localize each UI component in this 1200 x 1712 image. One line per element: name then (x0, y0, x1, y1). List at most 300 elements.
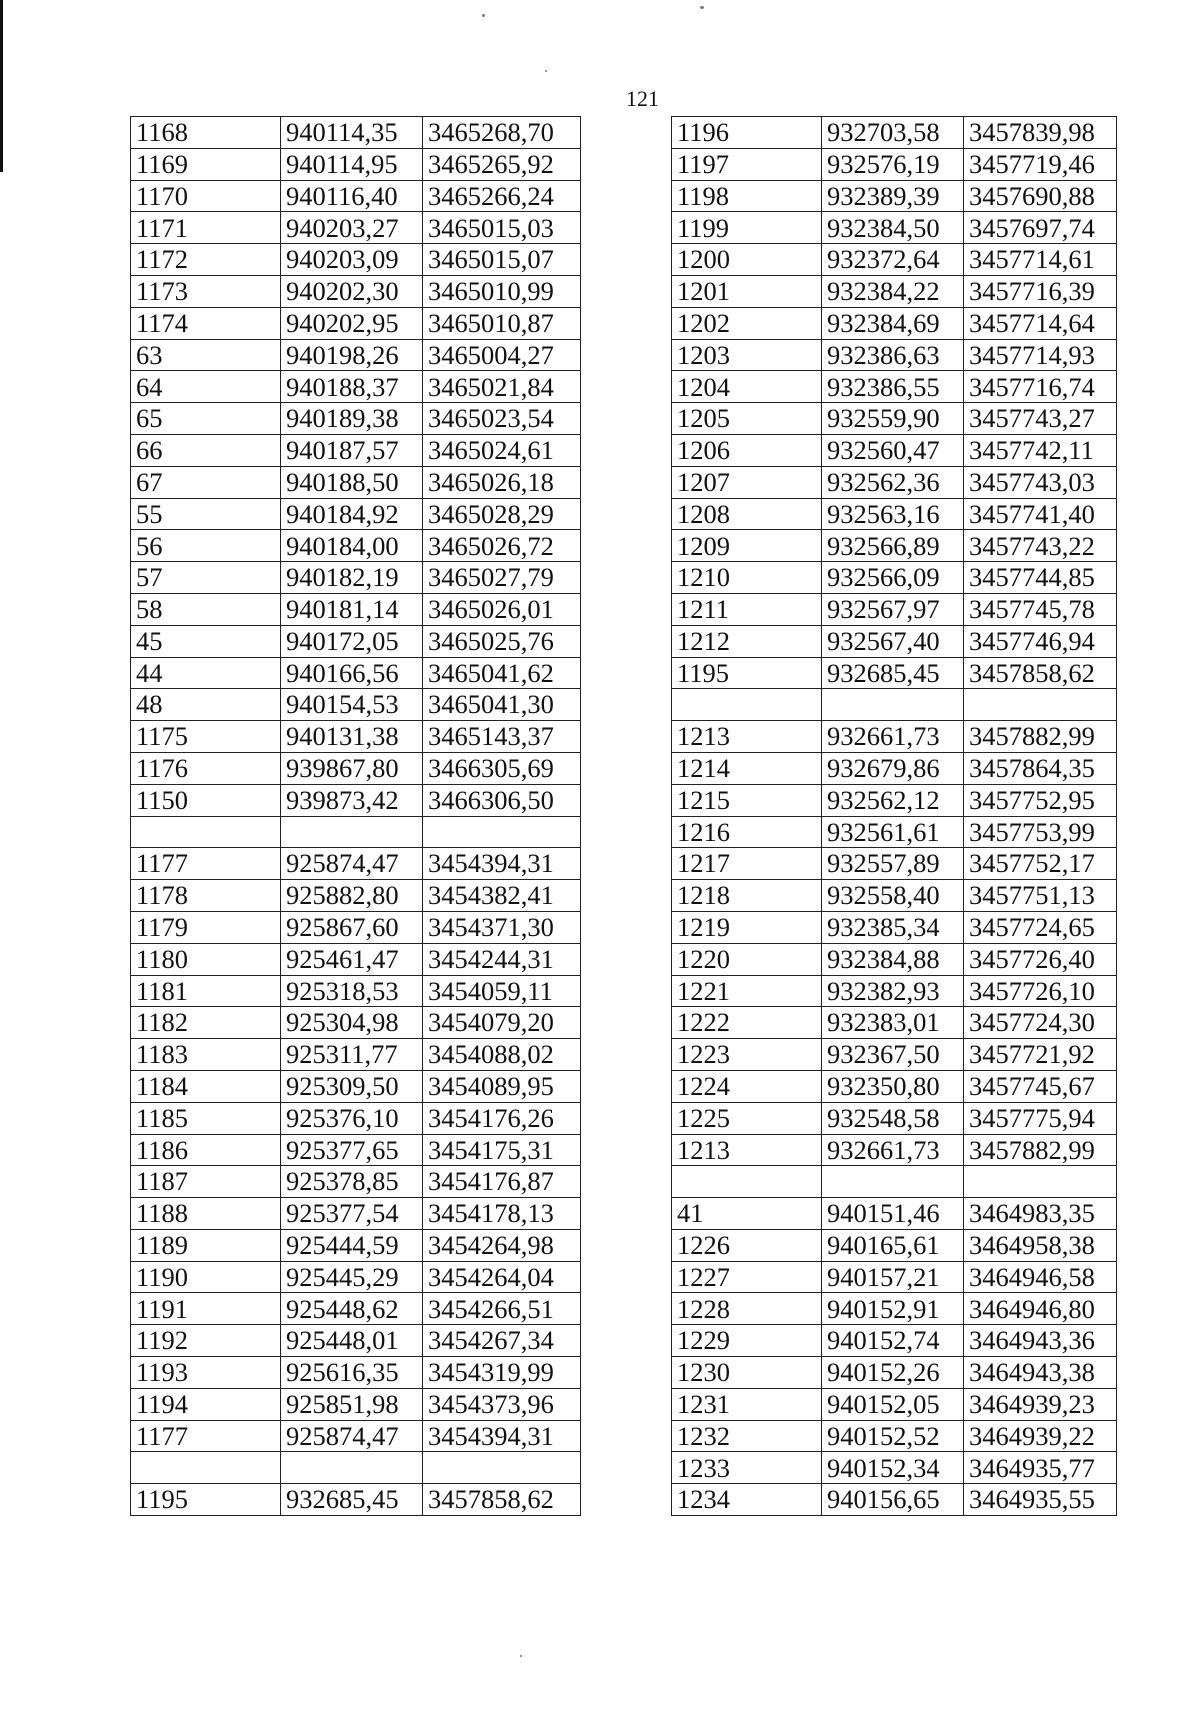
x-coordinate-cell: 932350,80 (822, 1070, 964, 1102)
table-row (672, 307, 1117, 339)
y-coordinate-cell (964, 689, 1117, 721)
table-row (131, 1293, 581, 1325)
y-coordinate-cell: 3454079,20 (423, 1007, 581, 1039)
table-row (131, 466, 581, 498)
point-number-cell: 1220 (672, 943, 822, 975)
page-number: 121 (626, 86, 659, 111)
x-coordinate-cell: 932560,47 (822, 434, 964, 466)
x-coordinate-cell: 925309,50 (281, 1070, 423, 1102)
table-row (672, 117, 1117, 149)
x-coordinate-cell: 925616,35 (281, 1357, 423, 1389)
y-coordinate-cell: 3465266,24 (423, 180, 581, 212)
table-row (131, 1007, 581, 1039)
y-coordinate-cell: 3454373,96 (423, 1388, 581, 1420)
table-row (672, 1452, 1117, 1484)
y-coordinate-cell: 3465010,99 (423, 275, 581, 307)
table-row (131, 752, 581, 784)
point-number-cell: 63 (131, 339, 281, 371)
x-coordinate-cell: 925867,60 (281, 911, 423, 943)
point-number-cell: 1173 (131, 275, 281, 307)
point-number-cell: 56 (131, 530, 281, 562)
y-coordinate-cell: 3457743,27 (964, 403, 1117, 435)
point-number-cell: 1191 (131, 1293, 281, 1325)
table-row (131, 1070, 581, 1102)
y-coordinate-cell: 3465265,92 (423, 148, 581, 180)
y-coordinate-cell: 3457745,78 (964, 593, 1117, 625)
table-row (131, 1484, 581, 1516)
point-number-cell: 1211 (672, 593, 822, 625)
point-number-cell: 1222 (672, 1007, 822, 1039)
x-coordinate-cell: 932385,34 (822, 911, 964, 943)
table-row (672, 1039, 1117, 1071)
table-row (131, 1134, 581, 1166)
x-coordinate-cell: 932384,69 (822, 307, 964, 339)
x-coordinate-cell: 932661,73 (822, 1134, 964, 1166)
y-coordinate-cell: 3457716,74 (964, 371, 1117, 403)
table-row (131, 339, 581, 371)
x-coordinate-cell: 932566,09 (822, 562, 964, 594)
point-number-cell: 1176 (131, 752, 281, 784)
table-row (672, 1388, 1117, 1420)
y-coordinate-cell: 3457714,93 (964, 339, 1117, 371)
table-row (131, 975, 581, 1007)
y-coordinate-cell: 3457724,30 (964, 1007, 1117, 1039)
x-coordinate-cell: 940131,38 (281, 721, 423, 753)
x-coordinate-cell: 940203,27 (281, 212, 423, 244)
point-number-cell: 1230 (672, 1357, 822, 1389)
point-number-cell: 1202 (672, 307, 822, 339)
point-number-cell: 1180 (131, 943, 281, 975)
table-row (672, 1293, 1117, 1325)
y-coordinate-cell: 3457746,94 (964, 625, 1117, 657)
x-coordinate-cell: 925311,77 (281, 1039, 423, 1071)
y-coordinate-cell: 3464943,38 (964, 1357, 1117, 1389)
table-row (672, 466, 1117, 498)
table-row (672, 1261, 1117, 1293)
table-row (131, 816, 581, 848)
x-coordinate-cell: 932548,58 (822, 1102, 964, 1134)
point-number-cell: 41 (672, 1198, 822, 1230)
point-number-cell: 55 (131, 498, 281, 530)
y-coordinate-cell: 3454371,30 (423, 911, 581, 943)
table-row (131, 275, 581, 307)
y-coordinate-cell: 3457724,65 (964, 911, 1117, 943)
point-number-cell: 67 (131, 466, 281, 498)
y-coordinate-cell: 3457743,22 (964, 530, 1117, 562)
table-row (672, 1325, 1117, 1357)
point-number-cell: 1210 (672, 562, 822, 594)
y-coordinate-cell: 3454319,99 (423, 1357, 581, 1389)
x-coordinate-cell: 925882,80 (281, 880, 423, 912)
x-coordinate-cell: 940165,61 (822, 1229, 964, 1261)
x-coordinate-cell: 932389,39 (822, 180, 964, 212)
y-coordinate-cell: 3464935,55 (964, 1484, 1117, 1516)
x-coordinate-cell: 940152,52 (822, 1420, 964, 1452)
point-number-cell: 1177 (131, 848, 281, 880)
point-number-cell: 1223 (672, 1039, 822, 1071)
table-row (672, 816, 1117, 848)
x-coordinate-cell: 940114,35 (281, 117, 423, 149)
table-row (131, 434, 581, 466)
point-number-cell (672, 1166, 822, 1198)
y-coordinate-cell: 3465143,37 (423, 721, 581, 753)
y-coordinate-cell: 3457753,99 (964, 816, 1117, 848)
y-coordinate-cell: 3454394,31 (423, 848, 581, 880)
table-row (131, 784, 581, 816)
y-coordinate-cell: 3457714,61 (964, 244, 1117, 276)
point-number-cell: 1195 (672, 657, 822, 689)
x-coordinate-cell: 925874,47 (281, 1420, 423, 1452)
table-row (131, 1229, 581, 1261)
table-row (672, 784, 1117, 816)
table-row (672, 530, 1117, 562)
x-coordinate-cell: 932561,61 (822, 816, 964, 848)
y-coordinate-cell: 3465010,87 (423, 307, 581, 339)
x-coordinate-cell: 940166,56 (281, 657, 423, 689)
point-number-cell: 1214 (672, 752, 822, 784)
y-coordinate-cell (423, 816, 581, 848)
point-number-cell: 1171 (131, 212, 281, 244)
table-row (131, 943, 581, 975)
table-row (672, 911, 1117, 943)
table-row (131, 371, 581, 403)
y-coordinate-cell: 3457858,62 (964, 657, 1117, 689)
x-coordinate-cell: 940202,30 (281, 275, 423, 307)
point-number-cell: 1231 (672, 1388, 822, 1420)
table-row (672, 562, 1117, 594)
y-coordinate-cell: 3464939,23 (964, 1388, 1117, 1420)
y-coordinate-cell: 3464935,77 (964, 1452, 1117, 1484)
table-row (131, 212, 581, 244)
y-coordinate-cell: 3457882,99 (964, 721, 1117, 753)
x-coordinate-cell: 940202,95 (281, 307, 423, 339)
table-row (672, 1420, 1117, 1452)
table-row (131, 307, 581, 339)
x-coordinate-cell: 940154,53 (281, 689, 423, 721)
y-coordinate-cell: 3454059,11 (423, 975, 581, 1007)
y-coordinate-cell: 3465025,76 (423, 625, 581, 657)
point-number-cell: 1170 (131, 180, 281, 212)
y-coordinate-cell (964, 1166, 1117, 1198)
x-coordinate-cell: 940151,46 (822, 1198, 964, 1230)
table-row (672, 975, 1117, 1007)
point-number-cell: 1168 (131, 117, 281, 149)
x-coordinate-cell: 932384,22 (822, 275, 964, 307)
x-coordinate-cell: 940172,05 (281, 625, 423, 657)
x-coordinate-cell (822, 1166, 964, 1198)
x-coordinate-cell: 925851,98 (281, 1388, 423, 1420)
point-number-cell: 58 (131, 593, 281, 625)
table-row (672, 943, 1117, 975)
y-coordinate-cell: 3454244,31 (423, 943, 581, 975)
y-coordinate-cell: 3466305,69 (423, 752, 581, 784)
point-number-cell: 1186 (131, 1134, 281, 1166)
y-coordinate-cell: 3465024,61 (423, 434, 581, 466)
y-coordinate-cell: 3465026,18 (423, 466, 581, 498)
x-coordinate-cell: 932367,50 (822, 1039, 964, 1071)
x-coordinate-cell: 932562,12 (822, 784, 964, 816)
table-row (672, 1229, 1117, 1261)
y-coordinate-cell: 3457726,40 (964, 943, 1117, 975)
x-coordinate-cell: 925874,47 (281, 848, 423, 880)
point-number-cell: 1234 (672, 1484, 822, 1516)
point-number-cell: 1193 (131, 1357, 281, 1389)
y-coordinate-cell (423, 1452, 581, 1484)
point-number-cell: 1204 (672, 371, 822, 403)
y-coordinate-cell: 3454267,34 (423, 1325, 581, 1357)
table-row (131, 1388, 581, 1420)
x-coordinate-cell: 940152,91 (822, 1293, 964, 1325)
table-row (672, 434, 1117, 466)
x-coordinate-cell: 940152,34 (822, 1452, 964, 1484)
point-number-cell: 1215 (672, 784, 822, 816)
x-coordinate-cell: 932372,64 (822, 244, 964, 276)
table-row (131, 848, 581, 880)
y-coordinate-cell: 3466306,50 (423, 784, 581, 816)
x-coordinate-cell: 932559,90 (822, 403, 964, 435)
table-row (131, 657, 581, 689)
x-coordinate-cell: 925378,85 (281, 1166, 423, 1198)
x-coordinate-cell: 932557,89 (822, 848, 964, 880)
table-row (672, 1166, 1117, 1198)
point-number-cell: 1208 (672, 498, 822, 530)
y-coordinate-cell: 3457716,39 (964, 275, 1117, 307)
point-number-cell: 1181 (131, 975, 281, 1007)
y-coordinate-cell: 3464939,22 (964, 1420, 1117, 1452)
y-coordinate-cell: 3465026,72 (423, 530, 581, 562)
table-row (672, 1070, 1117, 1102)
table-row (131, 562, 581, 594)
x-coordinate-cell: 940198,26 (281, 339, 423, 371)
table-row (672, 752, 1117, 784)
y-coordinate-cell: 3457697,74 (964, 212, 1117, 244)
x-coordinate-cell: 940116,40 (281, 180, 423, 212)
x-coordinate-cell: 940156,65 (822, 1484, 964, 1516)
table-row (672, 339, 1117, 371)
point-number-cell: 1203 (672, 339, 822, 371)
point-number-cell: 1179 (131, 911, 281, 943)
x-coordinate-cell: 925444,59 (281, 1229, 423, 1261)
y-coordinate-cell: 3465026,01 (423, 593, 581, 625)
y-coordinate-cell: 3464943,36 (964, 1325, 1117, 1357)
point-number-cell (131, 1452, 281, 1484)
x-coordinate-cell (281, 816, 423, 848)
y-coordinate-cell: 3465015,03 (423, 212, 581, 244)
table-row (131, 593, 581, 625)
x-coordinate-cell: 932566,89 (822, 530, 964, 562)
y-coordinate-cell: 3457690,88 (964, 180, 1117, 212)
point-number-cell: 64 (131, 371, 281, 403)
point-number-cell: 1219 (672, 911, 822, 943)
point-number-cell: 1218 (672, 880, 822, 912)
y-coordinate-cell: 3464946,80 (964, 1293, 1117, 1325)
table-row (672, 721, 1117, 753)
x-coordinate-cell: 925318,53 (281, 975, 423, 1007)
y-coordinate-cell: 3454176,87 (423, 1166, 581, 1198)
table-row (131, 689, 581, 721)
y-coordinate-cell: 3457745,67 (964, 1070, 1117, 1102)
table-row (131, 1452, 581, 1484)
point-number-cell: 1201 (672, 275, 822, 307)
point-number-cell: 1225 (672, 1102, 822, 1134)
x-coordinate-cell (822, 689, 964, 721)
x-coordinate-cell: 932679,86 (822, 752, 964, 784)
table-row (131, 530, 581, 562)
point-number-cell: 1178 (131, 880, 281, 912)
point-number-cell: 1217 (672, 848, 822, 880)
point-number-cell: 1174 (131, 307, 281, 339)
point-number-cell: 1197 (672, 148, 822, 180)
point-number-cell: 1185 (131, 1102, 281, 1134)
point-number-cell: 1207 (672, 466, 822, 498)
point-number-cell: 1172 (131, 244, 281, 276)
y-coordinate-cell: 3465041,62 (423, 657, 581, 689)
y-coordinate-cell: 3465268,70 (423, 117, 581, 149)
point-number-cell: 1229 (672, 1325, 822, 1357)
point-number-cell: 1182 (131, 1007, 281, 1039)
table-row (131, 1325, 581, 1357)
x-coordinate-cell: 940203,09 (281, 244, 423, 276)
point-number-cell: 1206 (672, 434, 822, 466)
x-coordinate-cell: 940114,95 (281, 148, 423, 180)
y-coordinate-cell: 3457882,99 (964, 1134, 1117, 1166)
table-row (131, 1357, 581, 1389)
table-row (131, 1198, 581, 1230)
point-number-cell: 1232 (672, 1420, 822, 1452)
table-row (672, 212, 1117, 244)
table-row (672, 244, 1117, 276)
point-number-cell: 57 (131, 562, 281, 594)
x-coordinate-cell: 932383,01 (822, 1007, 964, 1039)
y-coordinate-cell: 3454382,41 (423, 880, 581, 912)
x-coordinate-cell: 940182,19 (281, 562, 423, 594)
x-coordinate-cell: 932386,63 (822, 339, 964, 371)
table-row (672, 403, 1117, 435)
point-number-cell: 1212 (672, 625, 822, 657)
x-coordinate-cell: 925376,10 (281, 1102, 423, 1134)
x-coordinate-cell: 932558,40 (822, 880, 964, 912)
point-number-cell (672, 689, 822, 721)
table-row (131, 721, 581, 753)
x-coordinate-cell: 932661,73 (822, 721, 964, 753)
table-row (672, 880, 1117, 912)
point-number-cell: 1187 (131, 1166, 281, 1198)
y-coordinate-cell: 3465027,79 (423, 562, 581, 594)
x-coordinate-cell: 940181,14 (281, 593, 423, 625)
y-coordinate-cell: 3457839,98 (964, 117, 1117, 149)
point-number-cell: 44 (131, 657, 281, 689)
table-row (131, 911, 581, 943)
point-number-cell: 1183 (131, 1039, 281, 1071)
point-number-cell: 66 (131, 434, 281, 466)
x-coordinate-cell: 932382,93 (822, 975, 964, 1007)
x-coordinate-cell: 940188,50 (281, 466, 423, 498)
point-number-cell: 1194 (131, 1388, 281, 1420)
table-row (672, 498, 1117, 530)
y-coordinate-cell: 3457775,94 (964, 1102, 1117, 1134)
x-coordinate-cell: 932384,88 (822, 943, 964, 975)
table-row (131, 1261, 581, 1293)
table-row (672, 148, 1117, 180)
y-coordinate-cell: 3457858,62 (423, 1484, 581, 1516)
point-number-cell: 1227 (672, 1261, 822, 1293)
y-coordinate-cell: 3454088,02 (423, 1039, 581, 1071)
y-coordinate-cell: 3464983,35 (964, 1198, 1117, 1230)
y-coordinate-cell: 3454394,31 (423, 1420, 581, 1452)
x-coordinate-cell: 940152,26 (822, 1357, 964, 1389)
y-coordinate-cell: 3457741,40 (964, 498, 1117, 530)
table-row (131, 625, 581, 657)
table-row (672, 625, 1117, 657)
point-number-cell: 1221 (672, 975, 822, 1007)
table-row (131, 1039, 581, 1071)
table-row (672, 1134, 1117, 1166)
table-row (131, 1420, 581, 1452)
table-row (672, 593, 1117, 625)
y-coordinate-cell: 3457752,17 (964, 848, 1117, 880)
x-coordinate-cell: 925445,29 (281, 1261, 423, 1293)
table-row (672, 371, 1117, 403)
point-number-cell: 1190 (131, 1261, 281, 1293)
table-row (131, 1166, 581, 1198)
point-number-cell: 1192 (131, 1325, 281, 1357)
point-number-cell: 1184 (131, 1070, 281, 1102)
point-number-cell: 1205 (672, 403, 822, 435)
table-row (672, 275, 1117, 307)
y-coordinate-cell: 3465023,54 (423, 403, 581, 435)
table-row (131, 180, 581, 212)
point-number-cell: 1177 (131, 1420, 281, 1452)
x-coordinate-cell: 932562,36 (822, 466, 964, 498)
x-coordinate-cell (281, 1452, 423, 1484)
x-coordinate-cell: 940157,21 (822, 1261, 964, 1293)
point-number-cell: 1169 (131, 148, 281, 180)
point-number-cell: 1199 (672, 212, 822, 244)
y-coordinate-cell: 3465004,27 (423, 339, 581, 371)
x-coordinate-cell: 925448,62 (281, 1293, 423, 1325)
table-row (672, 1198, 1117, 1230)
point-number-cell: 1150 (131, 784, 281, 816)
table-row (672, 1357, 1117, 1389)
table-row (131, 148, 581, 180)
table-row (672, 848, 1117, 880)
table-row (131, 403, 581, 435)
point-number-cell: 48 (131, 689, 281, 721)
x-coordinate-cell: 925461,47 (281, 943, 423, 975)
point-number-cell: 1216 (672, 816, 822, 848)
x-coordinate-cell: 925377,65 (281, 1134, 423, 1166)
table-row (672, 180, 1117, 212)
x-coordinate-cell: 940152,74 (822, 1325, 964, 1357)
y-coordinate-cell: 3464958,38 (964, 1229, 1117, 1261)
x-coordinate-cell: 940189,38 (281, 403, 423, 435)
point-number-cell: 45 (131, 625, 281, 657)
y-coordinate-cell: 3457742,11 (964, 434, 1117, 466)
y-coordinate-cell: 3457721,92 (964, 1039, 1117, 1071)
point-number-cell: 1196 (672, 117, 822, 149)
y-coordinate-cell: 3457719,46 (964, 148, 1117, 180)
scan-speck (700, 6, 704, 9)
table-row (672, 657, 1117, 689)
y-coordinate-cell: 3454176,26 (423, 1102, 581, 1134)
x-coordinate-cell: 940187,57 (281, 434, 423, 466)
y-coordinate-cell: 3454089,95 (423, 1070, 581, 1102)
x-coordinate-cell: 939867,80 (281, 752, 423, 784)
point-number-cell: 1188 (131, 1198, 281, 1230)
x-coordinate-cell: 932703,58 (822, 117, 964, 149)
y-coordinate-cell: 3457752,95 (964, 784, 1117, 816)
x-coordinate-cell: 932567,97 (822, 593, 964, 625)
